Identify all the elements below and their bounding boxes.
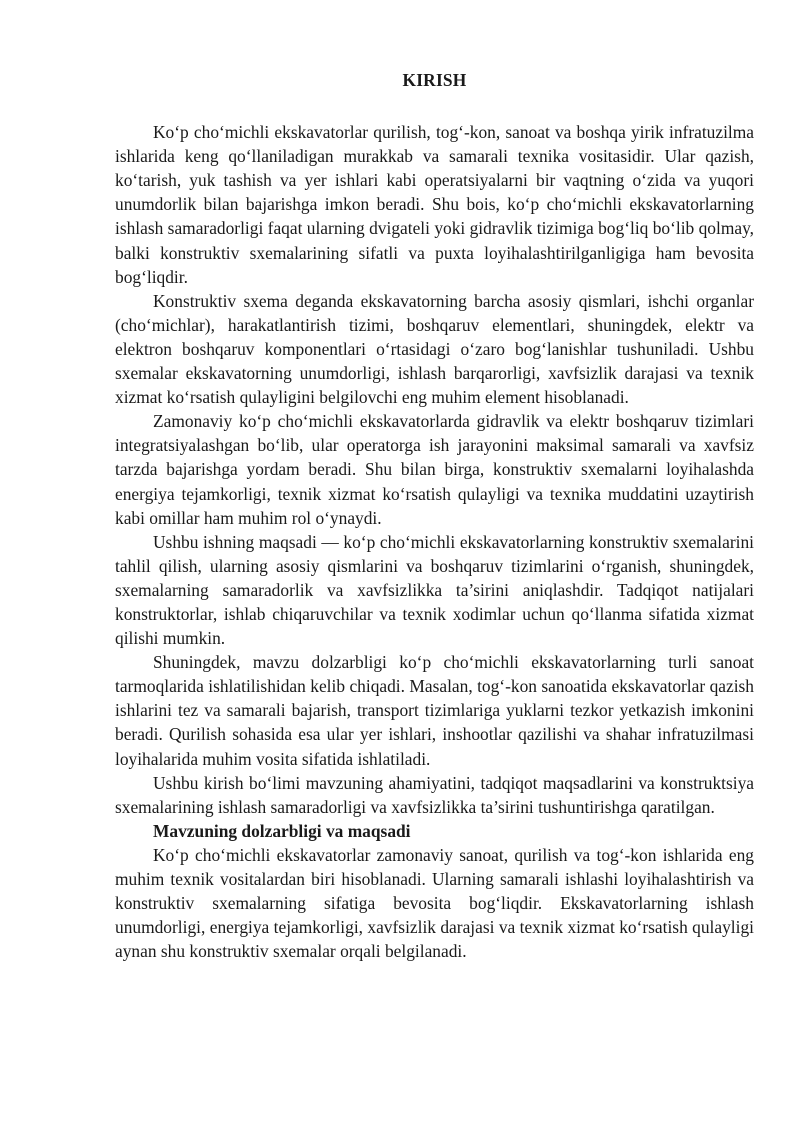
paragraph-final: Ko‘p cho‘michli ekskavatorlar zamonaviy sanoat, qurilish va tog‘-kon ishlarida eng muhim texnik vositalardan biri hisoblanadi. Ularning samarali ishlashi loyihalashtirish va konstruktiv sxemalarning sifatiga bevosita bog‘liqdir. Ekskavatorlarning ishlash unumdorligi, energiya tejamkorligi, xavfsizlik darajasi va texnik xizmat ko‘rsatish qulayligi aynan shu konstruktiv sxemalar orqali belgilanadi. bbox=[115, 844, 754, 962]
paragraph-intro: Ko‘p cho‘michli ekskavatorlar qurilish, tog‘-kon, sanoat va boshqa yirik infratuzilma ishlarida keng qo‘llaniladigan murakkab va samarali texnika vositasidir. Ular qazish, ko‘tarish, yuk tashish va yer ishlari kabi operatsiyalarni bir vaqtning o‘zida va yuqori unumdorlik bilan bajarishga imkon beradi. Shu bois, ko‘p cho‘michli ekskavatorlarning ishlash samaradorligi faqat ularning dvigateli yoki gidravlik tizimiga bog‘liq bo‘lib qolmay, balki konstruktiv sxemalarining sifatli va puxta loyihalashtirilganligiga ham bevosita bog‘liqdir. bbox=[115, 122, 754, 287]
paragraph-modern-systems: Zamonaviy ko‘p cho‘michli ekskavatorlarda gidravlik va elektr boshqaruv tizimlari integratsiyalashgan bo‘lib, ular operatorga ish jarayonini maksimal samarali va xavfsiz tarzda bajarishga yordam beradi. Shu bilan birga, konstruktiv sxemalarni loyihalashda energiya tejamkorligi, texnik xizmat ko‘rsatish qulayligi va texnika muddatini uzaytirish kabi omillar ham muhim rol o‘ynaydi. bbox=[115, 411, 754, 528]
section-heading: Mavzuning dolzarbligi va maqsadi bbox=[153, 820, 411, 841]
paragraph-relevance: Shuningdek, mavzu dolzarbligi ko‘p cho‘michli ekskavatorlarning turli sanoat tarmoqlarida ishlatilishidan kelib chiqadi. Masalan, tog‘-kon sanoatida ekskavatorlar qazish ishlarini tez va samarali bajarish, transport tizimlariga yuklarni tezkor yetkazish imkonini beradi. Qurilish sohasida esa ular yer ishlari, inshootlar qazilishi va shahar infratuzilmasi loyihalarida muhim vosita sifatida ishlatiladi. bbox=[115, 652, 754, 769]
paragraph-definition: Konstruktiv sxema deganda ekskavatorning barcha asosiy qismlari, ishchi organlar (cho‘michlar), harakatlantirish tizimi, boshqaruv elementlari, shuningdek, elektr va elektron boshqaruv komponentlari o‘rtasidagi o‘zaro bog‘lanishlar tushuniladi. Ushbu sxemalar ekskavatorning unumdorligi, ishlash barqarorligi, xavfsizlik darajasi va texnik xizmat ko‘rsatish qulayligini belgilovchi eng muhim element hisoblanadi. bbox=[115, 290, 754, 408]
paragraph-section-summary: Ushbu kirish bo‘limi mavzuning ahamiyatini, tadqiqot maqsadlarini va konstruktsiya sxemalarining ishlash samaradorligi va xavfsizlikka ta’sirini tushuntirishga qaratilgan. bbox=[115, 772, 754, 817]
page-title: KIRISH bbox=[402, 70, 467, 90]
paragraph-goal: Ushbu ishning maqsadi — ko‘p cho‘michli ekskavatorlarning konstruktiv sxemalarini tahlil qilish, ularning asosiy qismlarini va boshqaruv tizimlarini o‘rganish, shuningdek, sxemalarning samaradorlik va xavfsizlikka ta’sirini aniqlashdir. Tadqiqot natijalari konstruktorlar, ishlab chiqaruvchilar va texnik xodimlar uchun qo‘llanma sifatida xizmat qilishi mumkin. bbox=[115, 531, 754, 649]
document-page bbox=[115, 68, 754, 963]
